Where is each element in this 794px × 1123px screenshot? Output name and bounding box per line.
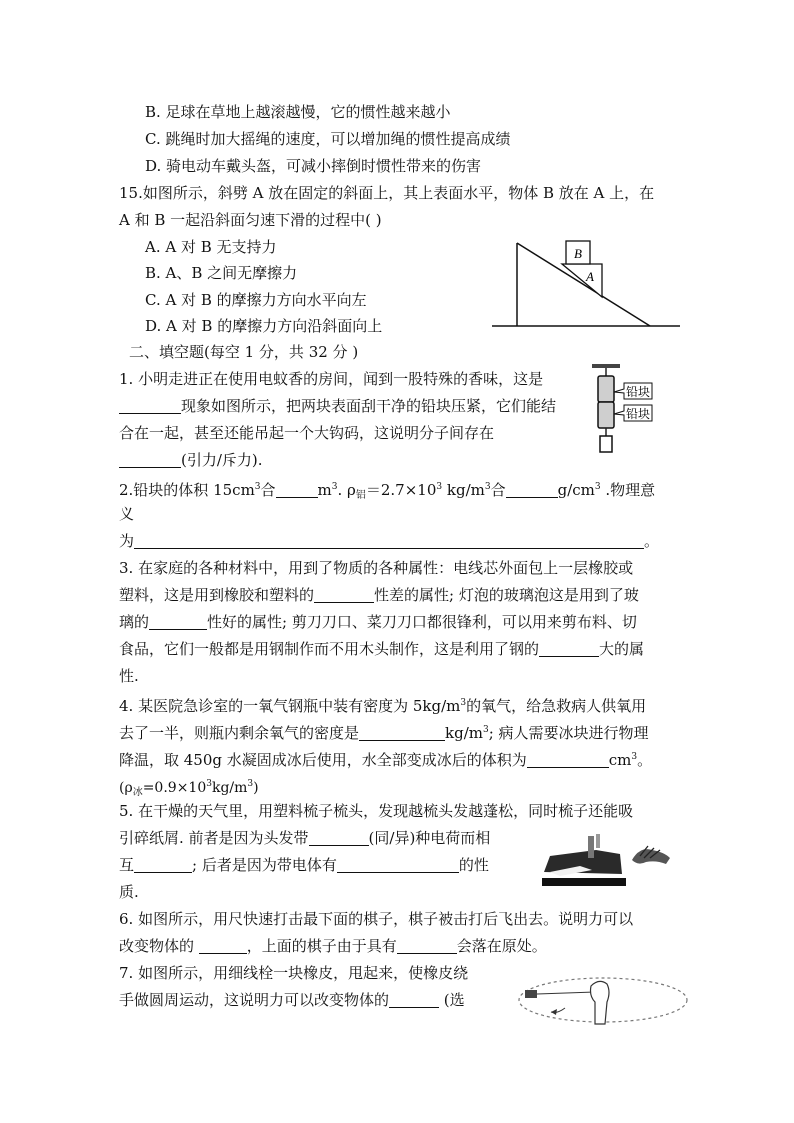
q2-line3: 为 。 [119,532,660,550]
q2-blank-1[interactable] [276,481,318,498]
q15-option-d: D. A 对 B 的摩擦力方向沿斜面向上 [145,317,383,335]
q3-blank-1[interactable] [314,586,374,603]
block-b-label: B [574,246,582,261]
eraser-circular-motion-figure [515,968,691,1038]
q14-option-c: C. 跳绳时加大摇绳的速度，可以增加绳的惯性提高成绩 [145,130,511,148]
q6-blank-2[interactable] [397,937,457,954]
q2-line2: 义 [119,505,135,523]
q5-line3: 互 ; 后者是因为带电体有 的性 [119,856,489,874]
wedge-a-label: A [586,269,594,284]
q4-line4: $(\rho_冰=0.9\times 10^3kg/m^3)$ [119,779,259,798]
q15-option-b: B. A、B 之间无摩擦力 [145,264,298,282]
q5-blank-1[interactable] [309,829,369,846]
q3-blank-3[interactable] [539,640,599,657]
q14-option-b: B. 足球在草地上越滚越慢，它的惯性越来越小 [145,103,451,121]
q15-stem-line2: A 和 B 一起沿斜面匀速下滑的过程中( ) [119,211,382,229]
q7-blank-1[interactable] [389,991,439,1008]
q5-line2: 引碎纸屑. 前者是因为头发带 (同/异)种电荷而相 [119,829,491,847]
q4-line2: 去了一半，则瓶内剩余氧气的密度是 $kg/m^3$; 病人需要冰块进行物理 [119,724,649,742]
q7-line2: 手做圆周运动，这说明力可以改变物体的 (选 [119,991,465,1009]
q15-stem-line1: 15.如图所示，斜劈 A 放在固定的斜面上，其上表面水平，物体 B 放在 A 上，在 [119,184,655,202]
q7-line1: 7. 如图所示，用细线栓一块橡皮，甩起来，使橡皮绕 [119,964,469,982]
q3-line5: 性. [119,667,139,685]
q2-line1: 2.铅块的体积 $15cm^3$合 $m^3$. $\rho_铝=2.7\times 10^3$ $kg/m^3$合 $g/cm^3$ .物理意 [119,481,656,501]
q6-line1: 6. 如图所示，用尺快速打击最下面的棋子，棋子被击打后飞出去。说明力可以 [119,910,634,928]
incline-wedge-figure [490,236,682,332]
q2-blank-3[interactable] [134,532,644,549]
q1-line2: 现象如图所示，把两块表面刮干净的铅块压紧，它们能结 [119,395,556,417]
q3-line3: 璃的 性好的属性; 剪刀刀口、菜刀刀口都很锋利，可以用来剪布料、切 [119,613,637,631]
q1-line3: 合在一起，甚至还能吊起一个大钩码，这说明分子间存在 [119,424,495,442]
q4-blank-1[interactable] [359,724,445,741]
q15-option-c: C. A 对 B 的摩擦力方向水平向左 [145,291,367,309]
q3-blank-2[interactable] [149,613,207,630]
q3-line1: 3. 在家庭的各种材料中，用到了物质的各种属性：电线芯外面包上一层橡胶或 [119,559,634,577]
q14-option-d: D. 骑电动车戴头盔，可减小摔倒时惯性带来的伤害 [145,157,482,175]
q4-line3: 降温，取 450g 水凝固成冰后使用，水全部变成冰后的体积为 $cm^3$。 [119,751,653,769]
section-title: 二、填空题(每空 1 分，共 32 分 ) [129,343,359,361]
lead-blocks-figure [588,362,672,454]
q6-blank-1[interactable] [199,937,247,954]
q1-blank-2[interactable] [119,451,181,468]
lead-block-label-1: 铅块 [625,385,651,399]
q3-line4: 食品，它们一般都是用钢制作而不用木头制作，这是利用了钢的 大的属 [119,640,645,658]
wedge-a-shape [562,264,602,297]
q15-option-a: A. A 对 B 无支持力 [145,238,277,256]
q5-blank-3[interactable] [337,856,459,873]
q4-line1: 4. 某医院急诊室的一氧气钢瓶中装有密度为 $5kg/m^3$的氧气，给急救病人供氧用 [119,697,647,715]
q1-line4: (引力/斥力). [119,449,263,471]
q5-line4: 质. [119,883,139,901]
comb-paper-figure [540,832,674,888]
q1-line1: 1. 小明走进正在使用电蚊香的房间，闻到一股特殊的香味，这是 [119,370,544,388]
q6-line2: 改变物体的 ，上面的棋子由于具有 会落在原处。 [119,937,547,955]
q4-blank-2[interactable] [527,751,609,768]
q3-line2: 塑料，这是用到橡胶和塑料的 性差的属性; 灯泡的玻璃泡这是用到了玻 [119,586,639,604]
q2-blank-2[interactable] [506,481,558,498]
q1-blank-1[interactable] [119,397,181,414]
q5-line1: 5. 在干燥的天气里，用塑料梳子梳头，发现越梳头发越蓬松，同时梳子还能吸 [119,802,634,820]
lead-block-label-2: 铅块 [625,407,651,421]
q5-blank-2[interactable] [134,856,192,873]
